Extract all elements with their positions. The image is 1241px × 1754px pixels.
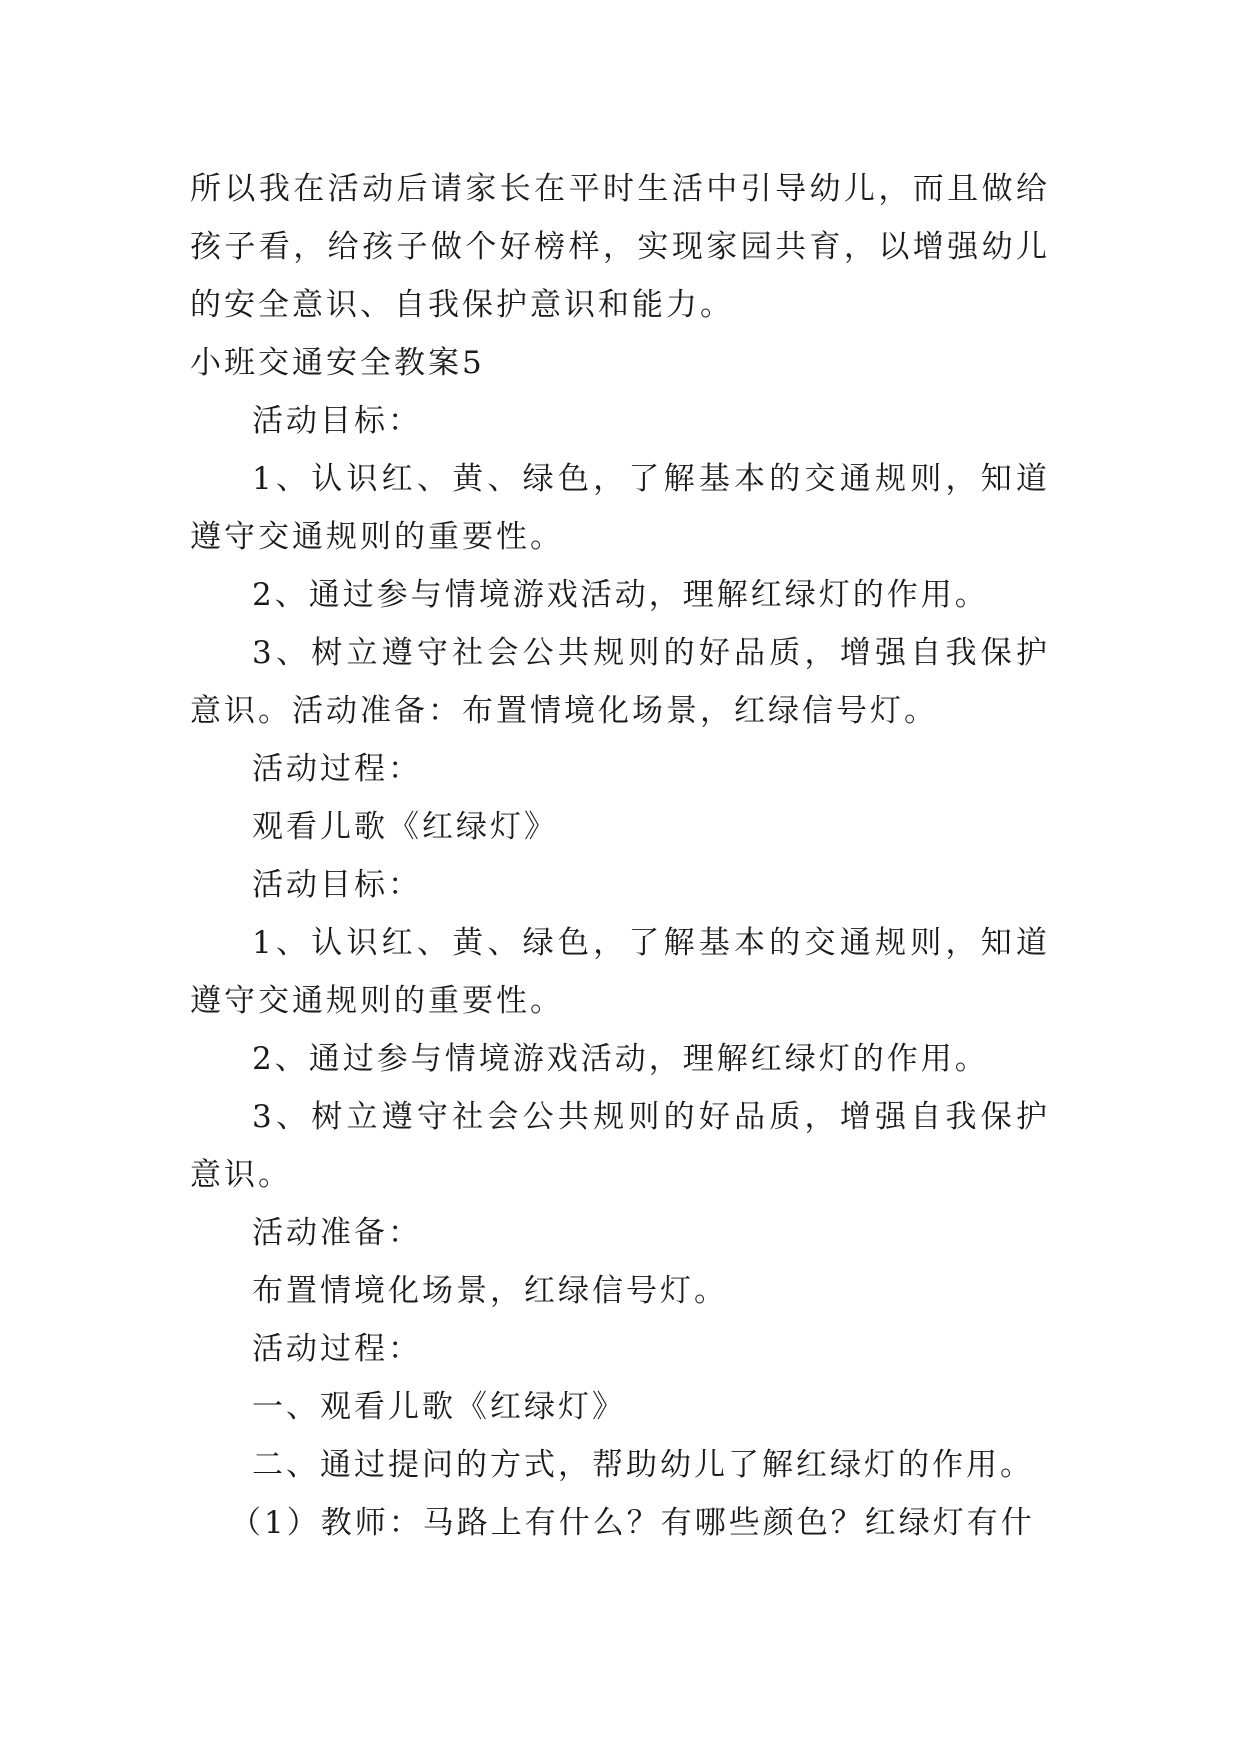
goal-item-1-repeat: 1、认识红、黄、绿色，了解基本的交通规则，知道遵守交通规则的重要性。 xyxy=(190,925,1050,1019)
process-watch-song: 观看儿歌《红绿灯》 xyxy=(252,809,558,845)
goal-item-2: 2、通过参与情境游戏活动，理解红绿灯的作用。 xyxy=(252,577,989,613)
section-title: 小班交通安全教案5 xyxy=(190,345,485,381)
process-step-1: 一、观看儿歌《红绿灯》 xyxy=(252,1389,626,1425)
heading-activity-process: 活动过程： xyxy=(252,751,422,787)
preparation-text: 布置情境化场景，红绿信号灯。 xyxy=(252,1273,728,1309)
heading-activity-goals: 活动目标： xyxy=(252,403,422,439)
process-substep-1: （1）教师：马路上有什么？有哪些颜色？红绿灯有什 xyxy=(230,1505,1035,1541)
goal-item-3-repeat: 3、树立遵守社会公共规则的好品质，增强自我保护意识。 xyxy=(190,1099,1050,1193)
paragraph-intro-conclusion: 所以我在活动后请家长在平时生活中引导幼儿，而且做给孩子看，给孩子做个好榜样，实现家园共育，以增强幼儿的安全意识、自我保护意识和能力。 xyxy=(190,171,1050,323)
goal-item-3: 3、树立遵守社会公共规则的好品质，增强自我保护意识。活动准备：布置情境化场景，红绿信号灯。 xyxy=(190,635,1050,729)
goal-item-1: 1、认识红、黄、绿色，了解基本的交通规则，知道遵守交通规则的重要性。 xyxy=(190,461,1050,555)
heading-activity-goals-repeat: 活动目标： xyxy=(252,867,422,903)
document-body xyxy=(190,160,1050,1552)
goal-item-2-repeat: 2、通过参与情境游戏活动，理解红绿灯的作用。 xyxy=(252,1041,989,1077)
heading-activity-preparation: 活动准备： xyxy=(252,1215,422,1251)
process-step-2: 二、通过提问的方式，帮助幼儿了解红绿灯的作用。 xyxy=(252,1447,1034,1483)
heading-activity-process-repeat: 活动过程： xyxy=(252,1331,422,1367)
